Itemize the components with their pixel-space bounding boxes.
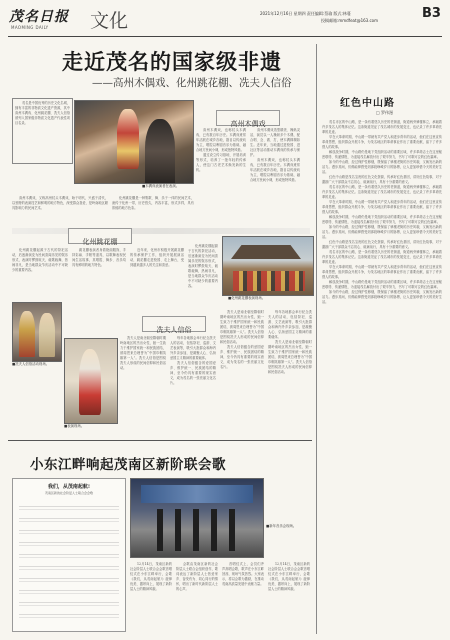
xianfuren-paragraph-1b: 冼夫人是南北朝至隋朝时期岭南地区的杰出女性，她一生致力于维护国家统一和民族团结，被周恩来总理誉为“中国巾帼英雄第一人”。冼夫人信俗是围绕冼夫人形成的民间信仰和民俗活动。 — [220, 310, 264, 344]
xianfuren-photo — [12, 302, 62, 362]
newspaper-logo: 茂名日报 — [9, 9, 69, 25]
stage-performer — [79, 349, 101, 415]
news-col4 — [268, 562, 310, 632]
tiaohuapeng-col1 — [12, 248, 68, 300]
tiaohuapeng-photo — [222, 236, 314, 296]
tiaohuapeng-paragraph-1b: 化州跳花棚起源于古代的祭祀活动，后逐渐演变为民间喜闻乐见的娱乐形式，表演时锣鼓喧天，载歌载舞，热闹非凡，是当地群众节庆活动中不可缺少的重要内容。 — [188, 244, 218, 288]
xianfuren-col4 — [268, 310, 312, 436]
muouxi-paragraph-3: 通过设立传习基地、开展培训等形式，培养了一批年轻的传承人，使这门古老艺术焕发新的生机。 — [196, 153, 246, 172]
column-paragraph-4c: 如今的中山路，经过保护性修缮，既保留了骑楼老街的历史风貌，又焕发出新的活力。漫步其间，仿佛能够感受到那段峥嵘岁月的脉搏，让人更加珍惜今天的美好生活。 — [322, 290, 442, 304]
score-subtitle: 茂南区新的社会阶层人士联合会会歌 — [44, 491, 93, 495]
costume-figure-2 — [39, 313, 55, 357]
muouxi-col2 — [250, 128, 300, 236]
column-paragraph-3b: 解放战争时期，中山路仍是地下党组织活动的重要区域，许多革命志士在这里秘密联络、传递情报，为迎接茂名解放付出了艰辛努力，书写了可歌可泣的红色篇章。 — [322, 215, 442, 224]
masthead-rule — [8, 36, 442, 37]
caption-4: ■表演现场。 — [64, 424, 85, 428]
column-paragraph-4b: 如今的中山路，经过保护性修缮，既保留了骑楼老街的历史风貌，又焕发出新的活力。漫步其间，仿佛能够感受到那段峥嵘岁月的脉搏，让人更加珍惜今天的美好生活。 — [322, 225, 442, 239]
dancer-group — [233, 271, 305, 291]
performer-figure — [145, 119, 175, 183]
lead-text-mid — [112, 196, 194, 230]
band-decoration — [12, 228, 310, 234]
news-col1 — [130, 562, 172, 632]
tiaohuapeng-col3 — [130, 248, 184, 300]
newspaper-logo-en: MAOMING DAILY — [11, 25, 49, 30]
column-body — [322, 120, 442, 632]
xianfuren-col2 — [170, 336, 216, 436]
column-paragraph-2b: 早在大革命时期，中山路一带就有共产党人和进步青年的活动，他们在这里宣传革命思想，组织群众开展斗争，为茂名地区的革命事业作出了重要贡献，留下了许多感人的故事。 — [322, 200, 442, 214]
xianfuren-paragraph-2: 每年各地都会举行纪念冼夫人的活动，包括祭祀、巡游、文艺表演等，吸引大批群众和海内外乡亲参加，是凝聚人心、弘扬爱国主义精神的重要载体。 — [170, 336, 216, 360]
intro-text: 茂名是中国优秀的历史文化名城，拥有丰富的非物质文化遗产资源，其中高州木偶戏、化州跳花棚、冼夫人信俗被列入国家级非物质文化遗产代表性项目名录。 — [15, 101, 70, 125]
right-column-divider — [316, 44, 317, 634]
news-paragraph-3: 首唱仪式上，会员们齐声高唱会歌，歌声在小东江畔回荡，现场气氛热烈。大家表示，将以会歌为激励，在推动茂南高质量发展中贡献力量。 — [222, 562, 264, 586]
intro-box — [12, 98, 73, 164]
column-paragraph-1c: 茂名市区的中山路，是一条有着悠久历史的老街道，街道两旁骑楼林立，承载着许多茂名人的集体记忆。这条街道见证了茂名城市的发展变迁，也记录了许多革命先辈的足迹。 — [322, 250, 442, 264]
tiaohuapeng-col2 — [72, 248, 126, 300]
lead-text-left — [12, 196, 108, 230]
column-paragraph-3c: 解放战争时期，中山路仍是地下党组织活动的重要区域，许多革命志士在这里秘密联络、传递情报，为迎接茂名解放付出了艰辛努力，书写了可歌可泣的红色篇章。 — [322, 280, 442, 289]
singers-row — [157, 509, 241, 551]
xianfuren-paragraph-3: 冼夫人信俗蕴含的爱国爱乡、维护统一、民族团结的精神，至今仍具有重要的现实意义，成为茂名的一张亮丽文化名片。 — [170, 361, 216, 385]
page-number: B3 — [422, 6, 441, 21]
puppet-photo — [74, 100, 194, 184]
section-label-tiaohuapeng-text: 化州跳花棚 — [82, 238, 118, 246]
tiaohuapeng-paragraph-1: 化州跳花棚起源于古代的祭祀活动，后逐渐演变为民间喜闻乐见的娱乐形式，表演时锣鼓喧天，载歌载舞，热闹非凡，是当地群众节庆活动中不可缺少的重要内容。 — [12, 248, 68, 272]
column-paragraph-1: 茂名市区的中山路，是一条有着悠久历史的老街道，街道两旁骑楼林立，承载着许多茂名人的集体记忆。这条街道见证了茂名城市的发展变迁，也记录了许多革命先辈的足迹。 — [322, 120, 442, 134]
muouxi-paragraph-1b: 高州木偶戏，也称杖头木偶戏，已有数百年历史。木偶戏班常年活跃在城乡各地，剧目以传统戏为主，唱腔以粤剧音乐为基础，融合地方民间小调，形成独特风格。 — [250, 158, 300, 182]
news-paragraph-1: 12月14日，茂南区新的社会阶层人士联合会会歌首唱仪式在小东江畔举行，会歌《我们，从茂南起航!》旋律优美、激昂向上，展现了新阶层人士的精神风貌。 — [130, 562, 172, 591]
section-label-muouxi-text: 高州木偶戏 — [230, 120, 266, 128]
lead-paragraph-b: 化州跳花棚是一种集歌、舞、乐于一体的民间艺术，流传于化州一带，历史悠久，内容丰富，形式多样，具有浓郁的地方色彩。 — [112, 196, 194, 210]
puppet-figure — [117, 109, 139, 169]
muouxi-paragraph-2: 高州木偶戏造型精美、操纵灵活，演员以一人操纵多个木偶，配合唱、念、做、打，使木偶栩栩如生。近年来，当地通过进校园、进社区等活动推动木偶戏的传承与保护。 — [250, 128, 300, 157]
column-paragraph-5b: 红色中山路是茂名宝贵的红色文化资源，传承好红色基因，讲好红色故事，对于激励广大干部群众不忘初心、砥砺前行，具有十分重要的意义。 — [322, 240, 442, 249]
section-label-xianfuren-text: 冼夫人信俗 — [156, 326, 192, 334]
column-paragraph-5: 红色中山路是茂名宝贵的红色文化资源，传承好红色基因，讲好红色故事，对于激励广大干部群众不忘初心、砥砺前行，具有十分重要的意义。 — [322, 175, 442, 184]
score-title: 我们，从茂南起航! — [47, 484, 91, 490]
column-title: 红色中山路 — [340, 98, 395, 109]
section-label-muouxi — [216, 110, 280, 126]
xianfuren-col1 — [120, 336, 166, 436]
date-line: 2021年12月16日 星期四 责任编辑:蔡瑜 版式:林蔓 — [260, 11, 351, 16]
lower-rule — [8, 440, 312, 441]
caption-3: ■冼夫人信俗活动现场。 — [12, 362, 50, 366]
column-paragraph-4: 如今的中山路，经过保护性修缮，既保留了骑楼老街的历史风貌，又焕发出新的活力。漫步其间，仿佛能够感受到那段峥嵘岁月的脉搏，让人更加珍惜今天的美好生活。 — [322, 160, 442, 174]
section-label-xianfuren — [142, 316, 206, 332]
column-paragraph-1b: 茂名市区的中山路，是一条有着悠久历史的老街道，街道两旁骑楼林立，承载着许多茂名人的集体记忆。这条街道见证了茂名城市的发展变迁，也记录了许多革命先辈的足迹。 — [322, 185, 442, 199]
muouxi-paragraph-1: 高州木偶戏，也称杖头木偶戏，已有数百年历史。木偶戏班常年活跃在城乡各地，剧目以传统戏为主，唱腔以粤剧音乐为基础，融合地方民间小调，形成独特风格。 — [196, 128, 246, 152]
column-paragraph-3: 解放战争时期，中山路仍是地下党组织活动的重要区域，许多革命志士在这里秘密联络、传递情报，为迎接茂名解放付出了艰辛努力，书写了可歌可泣的红色篇章。 — [322, 150, 442, 159]
muouxi-col1 — [196, 128, 246, 236]
lower-headline: 小东江畔响起茂南区新阶联会歌 — [30, 457, 226, 473]
column-author: □ 罗伟漫 — [376, 110, 394, 115]
email-line: 投稿邮箱:mmdfeat@163.com — [321, 18, 379, 23]
news-col2 — [176, 562, 218, 632]
xianfuren-paragraph-1: 冼夫人是南北朝至隋朝时期岭南地区的杰出女性，她一生致力于维护国家统一和民族团结，被周恩来总理誉为“中国巾帼英雄第一人”。冼夫人信俗是围绕冼夫人形成的民间信仰和民俗活动。 — [120, 336, 166, 370]
main-headline: 走近茂名的国家级非遗 — [62, 49, 282, 74]
news-col3 — [222, 562, 264, 632]
xianfuren-paragraph-1c: 冼夫人是南北朝至隋朝时期岭南地区的杰出女性，她一生致力于维护国家统一和民族团结，被周恩来总理誉为“中国巾帼英雄第一人”。冼夫人信俗是围绕冼夫人形成的民间信仰和民俗活动。 — [268, 340, 312, 374]
costume-figure-1 — [19, 311, 35, 357]
roof-shape — [231, 245, 301, 259]
caption-1: ■木偶戏表演者在表演。 — [142, 184, 180, 188]
news-paragraph-2: 会歌由茂南区新的社会阶层人士联合会组织创作，歌词表达了新阶层人士热爱家乡、奋发有为、同心同行的情怀，唱出了新时代新阶层人士的心声。 — [176, 562, 218, 591]
concert-photo — [130, 478, 264, 558]
caption-2: ■化州跳花棚表演现场。 — [228, 296, 266, 300]
score-lines — [19, 499, 119, 625]
tiaohuapeng-col4 — [188, 244, 218, 300]
tiaohuapeng-paragraph-3: 近年来，化州市积极开展跳花棚的传承保护工作，组织开展展演活动，跳花棚走进校园、走上舞台，受到越来越多人的关注和喜爱。 — [130, 248, 184, 267]
news-paragraph-1b: 12月14日，茂南区新的社会阶层人士联合会会歌首唱仪式在小东江畔举行，会歌《我们，从茂南起航!》旋律优美、激昂向上，展现了新阶层人士的精神风貌。 — [268, 562, 310, 591]
section-title: 文化 — [90, 10, 129, 32]
stage-photo — [64, 338, 118, 424]
xianfuren-paragraph-3b: 冼夫人信俗蕴含的爱国爱乡、维护统一、民族团结的精神，至今仍具有重要的现实意义，成为茂名的一张亮丽文化名片。 — [220, 345, 264, 369]
masthead — [4, 6, 446, 36]
lead-paragraph-a: 高州木偶戏，又称高州杖头木偶戏，始于明代，兴盛于清代，以独特的表演技艺和鲜明的地方特色，深受群众喜爱，是岭南地区颇具影响力的民间艺术。 — [12, 196, 108, 210]
caption-5: ■新年音乐会现场。 — [266, 524, 297, 528]
stage-banner — [141, 485, 253, 503]
tiaohuapeng-paragraph-2: 跳花棚表演者身着艳丽服饰，手持彩扇、手帕等道具，以歌舞表现民间生活故事，其唱腔、舞步、音乐均具有鲜明的地方特色。 — [72, 248, 126, 267]
xianfuren-col3 — [220, 310, 264, 436]
xianfuren-paragraph-2b: 每年各地都会举行纪念冼夫人的活动，包括祭祀、巡游、文艺表演等，吸引大批群众和海内外乡亲参加，是凝聚人心、弘扬爱国主义精神的重要载体。 — [268, 310, 312, 339]
column-paragraph-2c: 早在大革命时期，中山路一带就有共产党人和进步青年的活动，他们在这里宣传革命思想，组织群众开展斗争，为茂名地区的革命事业作出了重要贡献，留下了许多感人的故事。 — [322, 265, 442, 279]
section-label-tiaohuapeng — [68, 228, 132, 244]
sub-headline: ——高州木偶戏、化州跳花棚、冼夫人信俗 — [92, 77, 292, 89]
column-paragraph-2: 早在大革命时期，中山路一带就有共产党人和进步青年的活动，他们在这里宣传革命思想，组织群众开展斗争，为茂名地区的革命事业作出了重要贡献，留下了许多感人的故事。 — [322, 135, 442, 149]
music-score — [12, 478, 126, 632]
